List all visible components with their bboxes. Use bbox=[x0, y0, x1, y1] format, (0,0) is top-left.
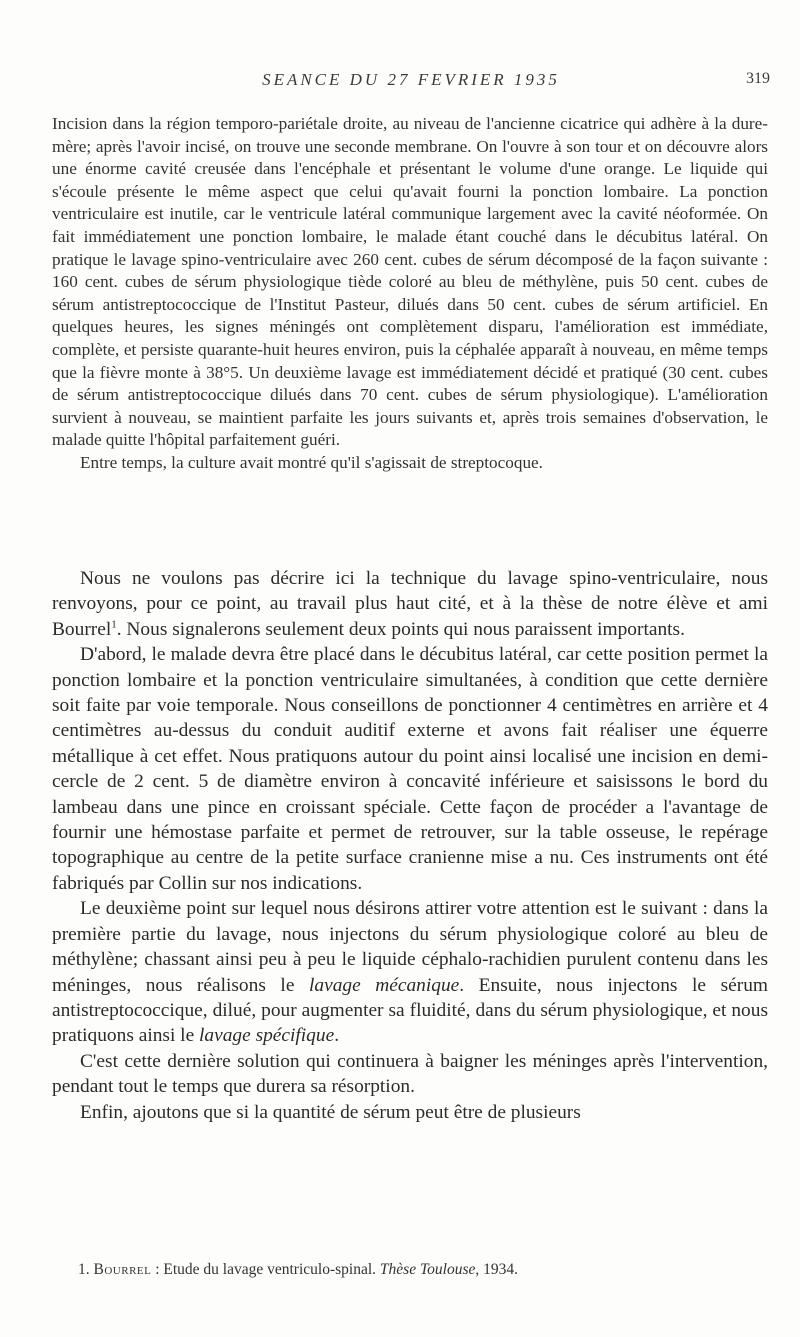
case-report-paragraph: Incision dans la région temporo-pariétale droite, au niveau de l'ancienne cicatrice qui adhère à la dure-mère; après l'avoir incisé, on trouve une seconde membrane. On l'ouvre à son tour et on découvre alors une énorme cavité creusée dans l'encéphale et présentant le volume d'une orange. Le liquide qui s'écoule présente le même aspect que celui qu'avait fourni la ponction lombaire. La ponction ventriculaire est inutile, car le ventricule latéral communique largement avec la cavité néoformée. On fait immédiatement une ponction lombaire, le malade étant couché dans le décubitus latéral. On pratique le lavage spino-ventriculaire avec 260 cent. cubes de sérum décomposé de la façon suivante : 160 cent. cubes de sérum physiologique tiède coloré au bleu de méthylène, puis 50 cent. cubes de sérum antistreptococcique de l'Institut Pasteur, dilués dans 50 cent. cubes de sérum artificiel. En quelques heures, les signes méningés ont complètement disparu, l'amélioration est immédiate, complète, et persiste quarante-huit heures environ, puis la céphalée apparaît à nouveau, en même temps que la fièvre monte à 38°5. Un deuxième lavage est immédiatement décidé et pratiqué (30 cent. cubes de sérum antistreptococcique dilués dans 70 cent. cubes de sérum physiologique). L'amélioration survient à nouveau, se maintient parfaite les jours suivants et, après trois semaines d'observation, le malade quitte l'hôpital parfaitement guéri. bbox=[52, 114, 768, 450]
footnote-number: 1. bbox=[78, 1261, 90, 1278]
footnote bbox=[78, 1260, 768, 1280]
second-point-text-c: . bbox=[334, 1025, 340, 1047]
lavage-specifique-term: lavage spécifique bbox=[199, 1025, 335, 1047]
technique-text-start: Nous ne voulons pas décrire ici la technique du lavage spino-ventriculaire, nous renvoyons, pour ce point, au travail plus haut cité, et à la thèse de notre élève et ami Bourrel bbox=[52, 568, 768, 640]
footnote-author: Bourrel bbox=[93, 1261, 152, 1278]
lavage-mecanique-term: lavage mécanique bbox=[309, 974, 460, 996]
footnote-text-a: : Etude du lavage ventriculo-spinal. bbox=[151, 1261, 380, 1278]
footnote-reference: 1 bbox=[111, 618, 117, 631]
culture-result-paragraph: Entre temps, la culture avait montré qu'il s'agissait de streptocoque. bbox=[80, 452, 543, 472]
second-point-text-a: Le deuxième point sur lequel nous désirons attirer votre attention est le suivant : dans la première partie du lavage, nous injectons du sérum physiologique coloré au bleu de méthylène; chassant ainsi peu à peu le liquide céphalo-rachidien purulent contenu dans les méninges, nous réalisons le bbox=[52, 898, 768, 996]
second-point-text-b: . Ensuite, nous injectons le sérum antistreptococcique, dilué, pour augmenter sa fluidité, dans du sérum physiologique, et nous pratiquons ainsi le bbox=[52, 974, 768, 1047]
solution-paragraph: C'est cette dernière solution qui continuera à baigner les méninges après l'intervention, pendant tout le temps que durera sa résorption. bbox=[52, 1050, 768, 1098]
positioning-paragraph: D'abord, le malade devra être placé dans le décubitus latéral, car cette position permet la ponction lombaire et la ponction ventriculaire simultanées, à condition que cette dernière soit faite par voie temporale. Nous conseillons de ponctionner 4 centimètres en arrière et 4 centimètres au-dessus du conduit auditif externe et avons fait réaliser une équerre métallique à cet effet. Nous pratiquons autour du point ainsi localisé une incision en demi-cercle de 2 cent. 5 de diamètre environ à concavité inférieure et saisissons le bord du lambeau dans une pince en croissant spéciale. Cette façon de procéder a l'avantage de fournir une hémostase parfaite et permet de retrouver, sur la table osseuse, le repérage topographique au centre de la petite surface cranienne mise a nu. Ces instruments ont été fabriqués par Collin sur nos indications. bbox=[52, 644, 768, 894]
case-report-block bbox=[52, 113, 768, 475]
final-paragraph: Enfin, ajoutons que si la quantité de sérum peut être de plusieurs bbox=[80, 1101, 581, 1123]
page-number: 319 bbox=[746, 70, 770, 87]
running-title: SEANCE DU 27 FEVRIER 1935 bbox=[262, 70, 560, 89]
page-header bbox=[52, 70, 770, 96]
footnote-text-b: , 1934. bbox=[475, 1261, 518, 1278]
second-point-paragraph bbox=[52, 896, 768, 1048]
technique-paragraph bbox=[52, 566, 768, 642]
main-text-block bbox=[52, 566, 768, 1125]
footnote-thesis-title: Thèse Toulouse bbox=[379, 1261, 476, 1278]
technique-text-end: . Nous signalerons seulement deux points qui nous paraissent importants. bbox=[116, 618, 685, 640]
